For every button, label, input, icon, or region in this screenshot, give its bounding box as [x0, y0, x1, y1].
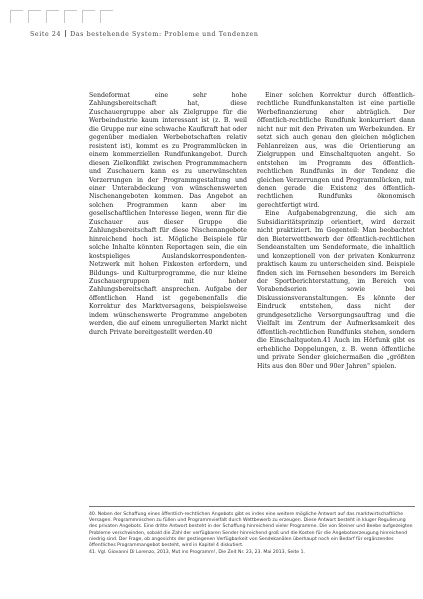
body-column-left [89, 92, 247, 337]
page-number: Seite 24 [30, 31, 62, 38]
footnotes [89, 512, 415, 556]
header-separator [65, 30, 66, 37]
paragraph: Sendeformat eine sehr hohe Zahlungsbereitschaft hat, diese Zuschauergruppe aber als Zielgruppe für die Werbeindustrie kaum interessant ist (z. B. weil die Gruppe nur eine schwache Kaufkraft hat oder gegenüber medialen Werbebotschaften relativ resistent ist), kommt es zu Programmlücken in einem kommerziellen Rundfunkangebot. Durch diesen Zielkonflikt zwischen Programmmachern und Zuschauern kann es zu unerwünschten Verzerrungen in der Programmgestaltung und einer Unterabdeckung von wünschenswerten Nischenangeboten kommen. Das Angebot an solchen Programmen kann aber im gesellschaftlichen Interesse liegen, wenn für die Zuschauer aus dieser Gruppe die Zahlungsbereitschaft für diese Nischenangebote hinreichend hoch ist. Mögliche Beispiele für solche Inhalte könnten Reportagen sein, die ein kostspieliges Auslandskorrespondenten-Netzwerk mit hohen Fixkosten erfordern, und Bildungs- und Kulturprogramme, die nur kleine Zuschauergruppen mit hoher Zahlungsbereitschaft ansprechen. Aufgabe der öffentlichen Hand ist gegebenenfalls die Korrektur des Marktversagens, beispielsweise indem wünschenswerte Programme angeboten werden, die auf einem unregulierten Markt nicht durch Private bereitgestellt werden.40 [89, 92, 247, 336]
body-column-right [257, 92, 415, 371]
paragraph: Eine Aufgabenabgrenzung, die sich am Subsidiaritätsprinzip orientiert, wird derzeit nicht praktiziert. Im Gegenteil: Man beobachtet den Bieterwettbewerb der öffentlich-rechtlichen Sendeanstalten um Sendeformate, die inhaltlich und konzeptionell von der privaten Konkurrenz praktisch kaum zu unterscheiden sind. Beispiele finden sich im Fernsehen besonders im Bereich der Sportberichterstattung, im Bereich von Vorabendserien sowie bei Diskussionsveranstaltungen. Es könnte der Eindruck entstehen, dass nicht der grundgesetzliche Versorgungsauftrag und die Vielfalt im Zentrum der Aufmerksamkeit des öffentlich-rechtlichen Rundfunks stehen, sondern die Einschaltquoten.41 Auch im Hörfunk gibt es erhebliche Doppelungen, z. B. wenn öffentliche und private Sender gleichermaßen die „größten Hits aus den 80er und 90er Jahren" spielen. [257, 210, 415, 370]
footnote: 41. Vgl. Giovanni Di Lorenzo, 2013, Mut ins Programm!, Die Zeit Nr. 23, 23. Mai 2013, Seite 1. [89, 549, 305, 555]
footnote: 40. Neben der Schaffung eines öffentlich-rechtlichen Angebots gibt es indes eine weitere mögliche Antwort auf das marktwirtschaftliche Versagen. Programmnischen zu füllen und Programmvielfalt durch Wettbewerb zu erzeugen. Diese Antwort besteht in kluger Regulierung des privaten Angebots. Eine dritte Antwort besteht in der Schaffung hinreichend vieler Programme. Die von Steiner und Beebe aufgezeigten Probleme verschwinden, sobald die Zahl der verfügbaren Sender hinreichend groß und die Kosten für die Angebotserzeugung hinreichend niedrig sind. Der Frage, ob angesichts der gestiegenen Verfügbarkeit von Sendekanälen überhaupt noch ein Bedarf für ergänzendes öffentliches Programmangebot besteht, wird in Kapitel 4 diskutiert. [89, 512, 413, 549]
footnote-divider [89, 506, 415, 507]
corner-crop-marks [10, 10, 170, 24]
running-header [30, 30, 410, 38]
paragraph: Einer solchen Korrektur durch öffentlich-rechtliche Rundfunkanstalten ist eine partielle Werbefinanzierung eher abträglich. Der öffentlich-rechtliche Rundfunk konkurriert dann nicht nur mit den Privaten um Werbekunden. Er setzt sich auch genau den gleichen möglichen Fehlanreizen aus, was die Orientierung an Zielgruppen und Einschaltquoten angeht. So entstehen im Programm des öffentlich-rechtlichen Rundfunks in der Tendenz die gleichen Verzerrungen und Programmlücken, mit denen gerade die Existenz des öffentlich-rechtlichen Rundfunks ökonomisch gerechtfertigt wird. [257, 92, 415, 209]
chapter-title: Das bestehende System: Probleme und Tendenzen [70, 31, 259, 38]
